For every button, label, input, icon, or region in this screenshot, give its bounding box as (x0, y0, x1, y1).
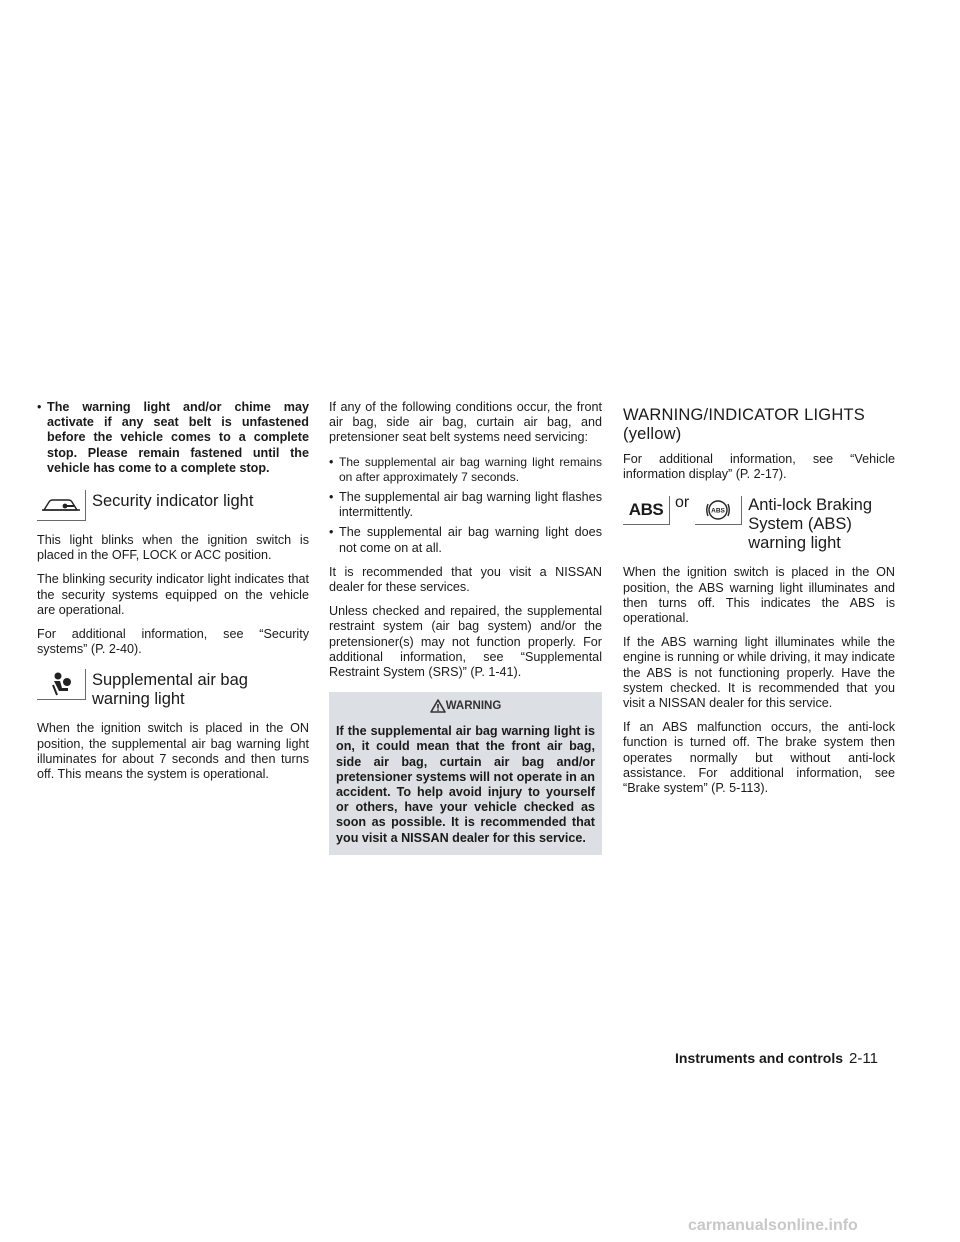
abs-text-icon: ABS (623, 496, 670, 525)
security-paragraph-1: This light blinks when the ignition switch is placed in the OFF, LOCK or ACC position. (37, 533, 309, 563)
bullet-dot: • (329, 490, 334, 505)
list-item (329, 455, 602, 485)
servicing-intro: If any of the following conditions occur, the front air bag, side air bag, curtain air bag, and pretensioner seat belt systems need servicing: (329, 400, 602, 445)
bullet-text: The supplemental air bag warning light does not come on at all. (339, 525, 602, 555)
security-paragraph-2: The blinking security indicator light indicates that the security systems equipped on the vehicle are operational. (37, 572, 309, 617)
warning-label: WARNING (445, 700, 502, 713)
airbag-heading (37, 669, 309, 709)
watermark: carmanualsonline.info (688, 1217, 858, 1234)
abs-or-label: or (675, 494, 690, 512)
bullet-text: The warning light and/or chime may activate if any seat belt is unfastened before the vehicle comes to a complete stop. Please remain fastened until the vehicle has come to a complete stop. (47, 400, 309, 475)
airbag-icon (37, 669, 86, 700)
security-title: Security indicator light (92, 492, 254, 511)
vehicle-info-paragraph: For additional information, see “Vehicle information display” (P. 2-17). (623, 452, 895, 482)
column-middle (329, 400, 602, 855)
abs-title-line-3: warning light (748, 534, 841, 553)
svg-text:ABS: ABS (711, 507, 726, 515)
abs-paragraph-2: If the ABS warning light illuminates while the engine is running or while driving, it may indicate the ABS is not functioning properly. Have the system checked. It is recommended that you visit a NISSAN dealer for this service. (623, 635, 895, 711)
page-number: 2-11 (849, 1050, 878, 1067)
abs-title-line-2: System (ABS) (748, 515, 852, 534)
dealer-paragraph: It is recommended that you visit a NISSAN dealer for these services. (329, 564, 602, 595)
bullet-text: The supplemental air bag warning light remains on after approximately 7 seconds. (339, 454, 602, 484)
abs-title (748, 496, 872, 553)
section-heading-line-2: (yellow) (623, 425, 682, 443)
airbag-paragraph-1: When the ignition switch is placed in the ON position, the supplemental air bag warning light illuminates for about 7 seconds and then turns off. This means the system is operational. (37, 721, 309, 782)
list-item (329, 490, 602, 520)
list-item (329, 525, 602, 555)
airbag-title-line-2: warning light (92, 690, 185, 709)
column-right (623, 400, 895, 805)
section-heading-line-1: WARNING/INDICATOR LIGHTS (623, 406, 865, 424)
warning-box (329, 692, 602, 855)
warning-triangle-icon (430, 699, 446, 713)
security-icon (37, 490, 86, 521)
airbag-title (92, 669, 248, 709)
warning-text: If the supplemental air bag warning light is on, it could mean that the front air bag, side air bag, curtain air bag and/or pretensioner systems will not operate in an accident. To help avoid injury to yourself or others, have your vehicle checked as soon as possible. It is recommended that you visit a NISSAN dealer for this service. (336, 724, 595, 845)
warning-header (336, 699, 595, 713)
bullet-dot: • (329, 525, 334, 540)
abs-paragraph-3: If an ABS malfunction occurs, the anti-lock function is turned off. The brake system then operates normally but without anti-lock assistance. For additional information, see “Brake system” (P. 5-113). (623, 720, 895, 796)
bullet-dot: • (37, 400, 42, 414)
abs-title-line-1: Anti-lock Braking (748, 496, 873, 515)
bullet-dot: • (329, 454, 334, 469)
airbag-title-line-1: Supplemental air bag (92, 671, 248, 690)
security-heading (37, 490, 309, 521)
abs-paragraph-1: When the ignition switch is placed in the ON position, the ABS warning light illuminates and then turns off. This indicates the ABS is operational. (623, 565, 895, 626)
list-item (37, 400, 309, 476)
footer-section: Instruments and controls (675, 1050, 844, 1066)
abs-heading (623, 496, 895, 553)
section-heading (623, 406, 895, 444)
bullet-text: The supplemental air bag warning light flashes intermittently. (339, 490, 602, 520)
security-paragraph-3: For additional information, see “Security systems” (P. 2-40). (37, 627, 309, 657)
page-footer (675, 1050, 878, 1067)
abs-circle-icon (695, 496, 742, 525)
column-left (37, 400, 309, 791)
srs-paragraph: Unless checked and repaired, the supplemental restraint system (air bag system) and/or the pretensioner(s) may not function properly. For additional information, see “Supplemental Restraint System (SRS)” (P. 1-41). (329, 604, 602, 680)
